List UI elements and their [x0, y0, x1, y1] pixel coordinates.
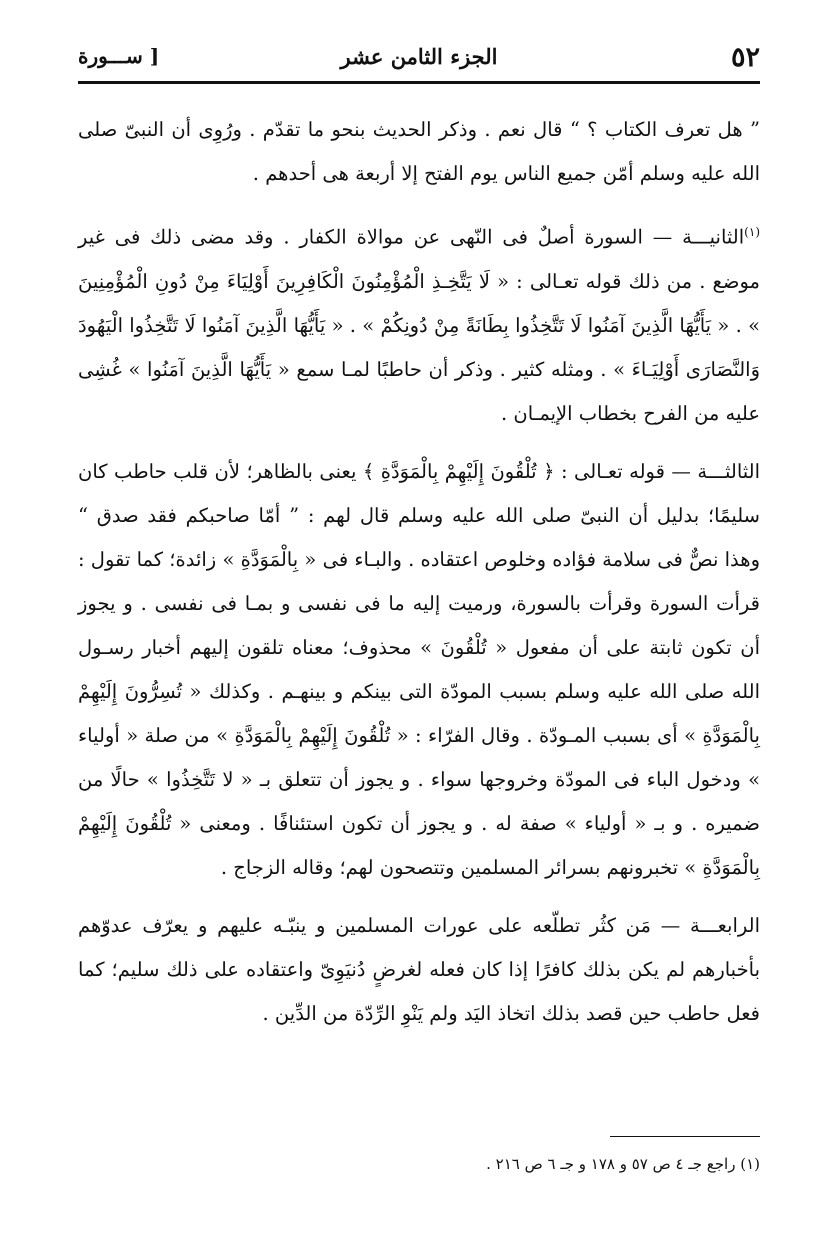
- footnote-rule: [610, 1136, 760, 1137]
- footnote: (١) راجع جـ ٤ ص ٥٧ و ١٧٨ و جـ ٦ ص ٢١٦ .: [486, 1155, 760, 1173]
- paragraph-2-text: الثانيـــة — السورة أصلٌ فى النّهى عن موالاة الكفار . وقد مضى ذلك فى غير موضع . من ذلك قوله تعـالى : « لَا يَتَّخِـذِ الْمُؤْمِنُونَ الْكَافِرِينَ أَوْلِيَاءَ مِنْ دُونِ الْمُؤْمِنِينَ » . « يَأَيُّهَا الَّذِينَ آمَنُوا لَا تَتَّخِذُوا بِطَانَةً مِنْ دُونِكُمْ » . « يَأَيُّهَا الَّذِينَ آمَنُوا لَا تَتَّخِذُوا الْيَهُودَ وَالنَّصَارَى أَوْلِيَـاءَ » . ومثله كثير . وذكر أن حاطبًا لمـا سمع « يَأَيُّهَا الَّذِينَ آمَنُوا » غُشِى عليه من الفرح بخطاب الإيمـان .: [78, 225, 760, 425]
- paragraph-4: الرابعـــة — مَن كثُر تطلّعه على عورات المسلمين و ينبّـه عليهم و يعرّف عدوّهم بأخبارهم لم يكن بذلك كافرًا إذا كان فعله لغرضٍ دُنيَوِىّ واعتقاده على ذلك سليم؛ كما فعل حاطب حين قصد بذلك اتخاذ اليَد ولم يَنْوِ الرِّدّة من الدِّين .: [78, 913, 760, 1025]
- page-header: [78, 38, 760, 84]
- paragraph-3: الثالثـــة — قوله تعـالى : ﴿ تُلْقُونَ إِلَيْهِمْ بِالْمَوَدَّةِ ﴾ يعنى بالظاهر؛ لأن قلب حاطب كان سليمًا؛ بدليل أن النبىّ صلى الله عليه وسلم قال لهم : ” أمّا صاحبكم فقد صدق “ وهذا نصٌّ فى سلامة فؤاده وخلوص اعتقاده . والبـاء فى « بِالْمَوَدَّةِ » زائدة؛ كما تقول : قرأت السورة وقرأت بالسورة، ورميت إليه ما فى نفسى و بمـا فى نفسى . و يجوز أن تكون ثابتة على أن مفعول « تُلْقُونَ » محذوف؛ معناه تلقون إليهم أخبار رسـول الله صلى الله عليه وسلم بسبب المودّة التى بينكم و بينهـم . وكذلك « تُسِرُّونَ إِلَيْهِمْ بِالْمَوَدَّةِ » أى بسبب المـودّة . وقال الفرّاء : « تُلْقُونَ إِلَيْهِمْ بِالْمَوَدَّةِ » من صلة « أولياء » ودخول الباء فى المودّة وخروجها سواء . و يجوز أن تتعلق بـ « لا تَتَّخِذُوا » حالًا من ضميره . و بـ « أولياء » صفة له . و يجوز أن تكون استئنافًا . ومعنى « تُلْقُونَ إِلَيْهِمْ بِالْمَوَدَّةِ » تخبرونهم بسرائر المسلمين وتتصحون لهم؛ وقاله الزجاج .: [78, 459, 760, 879]
- paragraph-2: [78, 210, 760, 436]
- footnote-reference: (١): [744, 225, 760, 239]
- running-title: الجزء الثامن عشر: [340, 44, 498, 69]
- page-number: ٥٢: [730, 42, 760, 73]
- page-body: [78, 108, 760, 1050]
- header-rule: [78, 81, 760, 84]
- surah-label: [ ســـورة: [78, 44, 160, 68]
- paragraph-1: ” هل تعرف الكتاب ؟ “ قال نعم . وذكر الحديث بنحو ما تقدّم . ورُوِى أن النبىّ صلى الله عليه وسلم أمّن جميع الناس يوم الفتح إلا أربعة هى أحدهم .: [78, 118, 760, 185]
